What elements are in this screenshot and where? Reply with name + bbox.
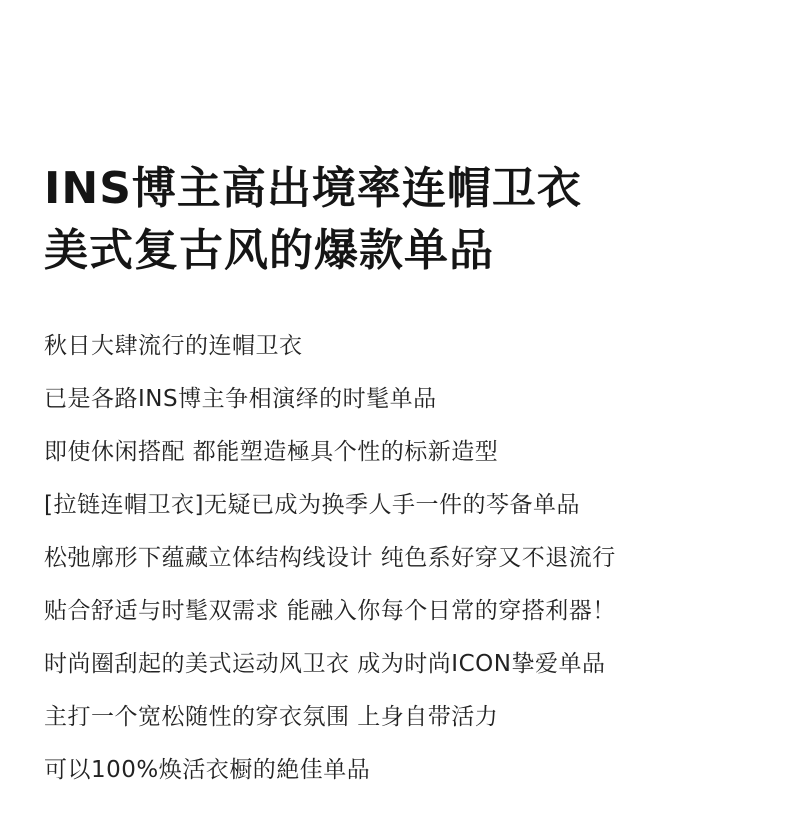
description-line-2: 已是各路INS博主争相演绎的时髦单品: [44, 386, 437, 412]
description-line-5: 松弛廓形下蕴藏立体结构线设计 纯色系好穿又不退流行: [44, 545, 616, 571]
description-line-8: 主打一个宽松随性的穿衣氛围 上身自带活力: [44, 704, 499, 730]
headline-line-2: 美式复古风的爆款单品: [44, 225, 494, 276]
description-line-7: 时尚圈刮起的美式运动风卫衣 成为时尚ICON挚爱单品: [44, 651, 606, 677]
description-line-9: 可以100%焕活衣橱的絶佳单品: [44, 757, 371, 783]
description-line-6: 贴合舒适与时髦双需求 能融入你每个日常的穿搭利器！: [44, 598, 616, 624]
headline: [44, 158, 764, 282]
headline-line-1: INS博主高出境率连帽卫衣: [44, 163, 582, 214]
description-line-4: [拉链连帽卫衣]无疑已成为换季人手一件的芩备单品: [44, 492, 580, 518]
description-line-3: 即使休闲搭配 都能塑造極具个性的标新造型: [44, 439, 499, 465]
description-text: [44, 320, 764, 797]
description-line-1: 秋日大肆流行的连帽卫衣: [44, 333, 303, 359]
